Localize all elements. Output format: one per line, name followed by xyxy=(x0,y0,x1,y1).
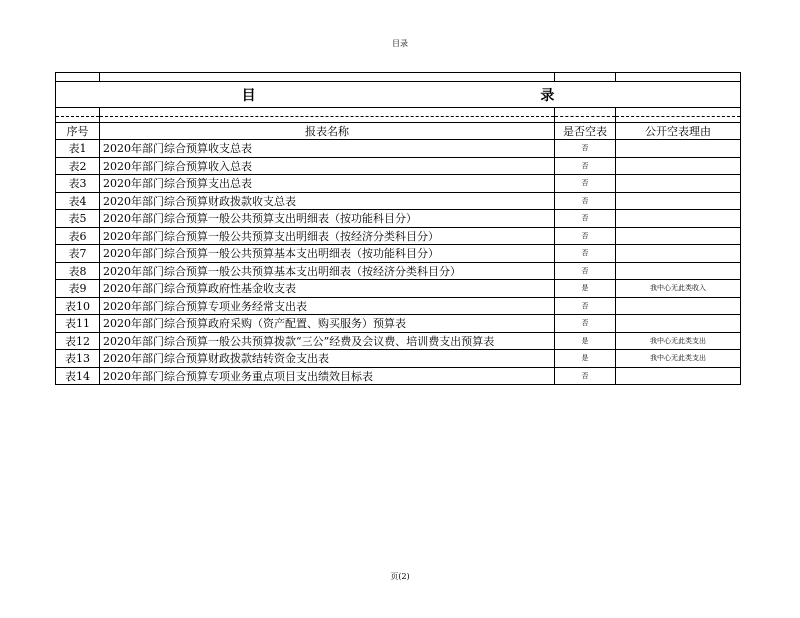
row-name: 2020年部门综合预算财政拨款收支总表 xyxy=(100,192,555,210)
row-reason xyxy=(616,262,741,280)
row-reason xyxy=(616,227,741,245)
row-no: 表6 xyxy=(56,227,100,245)
row-empty-flag: 否 xyxy=(555,262,616,280)
page-footer: 页(2) xyxy=(390,572,410,581)
row-no: 表10 xyxy=(56,297,100,315)
toc-title-cell xyxy=(56,82,741,108)
table-row xyxy=(56,245,741,263)
row-empty-flag: 否 xyxy=(555,297,616,315)
row-name: 2020年部门综合预算一般公共预算支出明细表（按经济分类科目分） xyxy=(100,227,555,245)
col-header-name: 报表名称 xyxy=(100,123,555,140)
row-reason xyxy=(616,210,741,228)
row-no: 表3 xyxy=(56,175,100,193)
row-no: 表12 xyxy=(56,332,100,350)
table-row xyxy=(56,297,741,315)
row-empty-flag: 否 xyxy=(555,140,616,158)
table-row xyxy=(56,227,741,245)
row-no: 表8 xyxy=(56,262,100,280)
table-row xyxy=(56,350,741,368)
row-reason: 我中心无此类支出 xyxy=(616,350,741,368)
row-no: 表2 xyxy=(56,157,100,175)
row-name: 2020年部门综合预算收支总表 xyxy=(100,140,555,158)
row-name: 2020年部门综合预算财政拨款结转资金支出表 xyxy=(100,350,555,368)
row-no: 表14 xyxy=(56,367,100,385)
toc-title: 目 录 xyxy=(241,87,695,104)
page-header: 目录 xyxy=(392,39,408,48)
col-header-reason: 公开空表理由 xyxy=(616,123,741,140)
spacer-row xyxy=(56,108,741,117)
row-no: 表13 xyxy=(56,350,100,368)
row-name: 2020年部门综合预算一般公共预算支出明细表（按功能科目分） xyxy=(100,210,555,228)
spacer-row xyxy=(56,73,741,82)
table-row xyxy=(56,280,741,298)
row-no: 表1 xyxy=(56,140,100,158)
row-empty-flag: 是 xyxy=(555,332,616,350)
row-empty-flag: 否 xyxy=(555,210,616,228)
row-no: 表4 xyxy=(56,192,100,210)
row-reason xyxy=(616,157,741,175)
row-name: 2020年部门综合预算一般公共预算基本支出明细表（按经济分类科目分） xyxy=(100,262,555,280)
row-no: 表5 xyxy=(56,210,100,228)
row-reason: 我中心无此类支出 xyxy=(616,332,741,350)
row-empty-flag: 是 xyxy=(555,280,616,298)
table-row xyxy=(56,332,741,350)
table-row xyxy=(56,192,741,210)
row-name: 2020年部门综合预算专项业务重点项目支出绩效目标表 xyxy=(100,367,555,385)
table-row xyxy=(56,367,741,385)
row-empty-flag: 否 xyxy=(555,192,616,210)
title-row xyxy=(56,82,741,108)
row-no: 表9 xyxy=(56,280,100,298)
row-name: 2020年部门综合预算政府采购（资产配置、购买服务）预算表 xyxy=(100,315,555,333)
row-name: 2020年部门综合预算政府性基金收支表 xyxy=(100,280,555,298)
row-empty-flag: 否 xyxy=(555,245,616,263)
row-reason xyxy=(616,245,741,263)
row-empty-flag: 否 xyxy=(555,175,616,193)
row-reason xyxy=(616,367,741,385)
row-reason xyxy=(616,140,741,158)
row-empty-flag: 是 xyxy=(555,350,616,368)
row-reason xyxy=(616,315,741,333)
table-row xyxy=(56,262,741,280)
row-no: 表7 xyxy=(56,245,100,263)
row-reason xyxy=(616,192,741,210)
row-name: 2020年部门综合预算专项业务经常支出表 xyxy=(100,297,555,315)
table-row xyxy=(56,140,741,158)
row-reason xyxy=(616,297,741,315)
col-header-no: 序号 xyxy=(56,123,100,140)
col-header-empty: 是否空表 xyxy=(555,123,616,140)
header-row xyxy=(56,123,741,140)
row-empty-flag: 否 xyxy=(555,227,616,245)
row-empty-flag: 否 xyxy=(555,367,616,385)
row-empty-flag: 否 xyxy=(555,315,616,333)
row-name: 2020年部门综合预算一般公共预算拨款“三公”经费及会议费、培训费支出预算表 xyxy=(100,332,555,350)
row-name: 2020年部门综合预算一般公共预算基本支出明细表（按功能科目分） xyxy=(100,245,555,263)
toc-table xyxy=(55,72,741,385)
row-empty-flag: 否 xyxy=(555,157,616,175)
row-name: 2020年部门综合预算支出总表 xyxy=(100,175,555,193)
table-row xyxy=(56,315,741,333)
table-row xyxy=(56,210,741,228)
row-no: 表11 xyxy=(56,315,100,333)
row-name: 2020年部门综合预算收入总表 xyxy=(100,157,555,175)
table-row xyxy=(56,157,741,175)
row-reason xyxy=(616,175,741,193)
table-row xyxy=(56,175,741,193)
row-reason: 我中心无此类收入 xyxy=(616,280,741,298)
